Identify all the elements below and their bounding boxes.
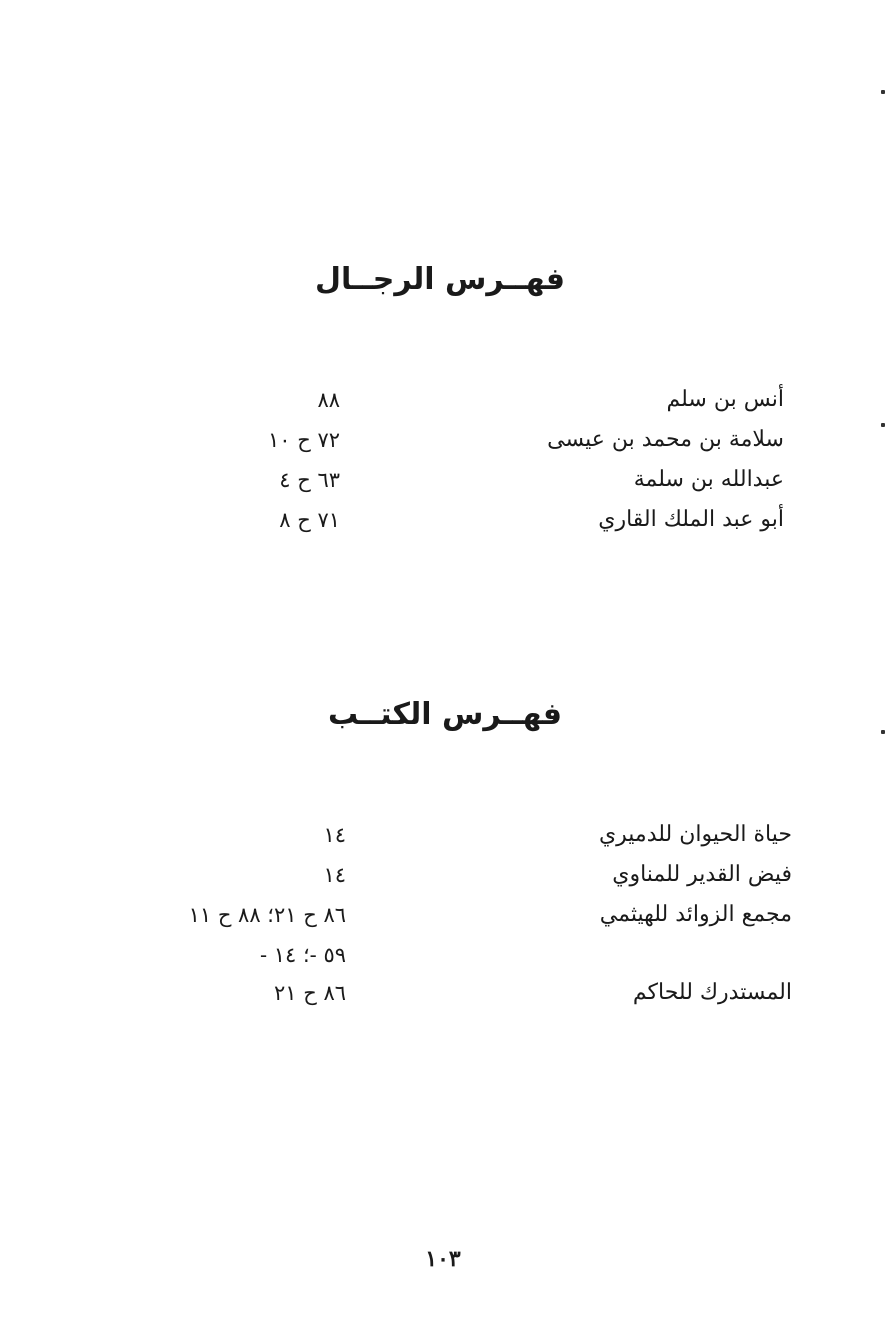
entry-name: فيض القدير للمناوي [612,862,792,887]
entry-name: أبو عبد الملك القاري [598,507,784,532]
entry-page-refs: ١٤ [323,863,346,887]
books-index-entry [0,895,886,935]
books-index-title: فهــرس الكتــب [328,697,562,732]
entry-page-refs: ٥٩ -؛ ١٤ - [259,943,346,967]
entry-name: أنس بن سلم [666,387,784,412]
entry-name: عبدالله بن سلمة [633,467,784,492]
men-index-entry [0,500,886,540]
men-index-entry [0,420,886,460]
men-index-list [0,380,886,540]
entry-name: حياة الحيوان للدميري [598,822,792,847]
books-index-entry [0,973,886,1013]
men-index-title: فهــرس الرجــال [314,262,566,297]
page-number: ١٠٣ [425,1246,461,1272]
entry-page-refs: ١٤ [323,823,346,847]
books-index-entry [0,815,886,855]
entry-name: المستدرك للحاكم [632,980,792,1005]
books-index-entry-continuation [0,935,886,973]
entry-page-refs: ٨٦ ح ٢١ [273,981,346,1005]
entry-name: مجمع الزوائد للهيثمي [599,902,792,927]
books-index-entry [0,855,886,895]
men-index-entry [0,460,886,500]
edge-mark [881,90,885,94]
entry-page-refs: ٨٦ ح ٢١؛ ٨٨ ح ١١ [188,903,346,927]
books-index-heading [0,697,886,732]
books-index-list [0,815,886,1013]
men-index-entry [0,380,886,420]
entry-name: سلامة بن محمد بن عيسى [547,427,784,452]
entry-page-refs: ٧١ ح ٨ [279,508,340,532]
entry-page-refs: ٧٢ ح ١٠ [267,428,340,452]
men-index-heading [0,262,886,297]
entry-page-refs: ٨٨ [317,388,340,412]
entry-page-refs: ٦٣ ح ٤ [279,468,340,492]
